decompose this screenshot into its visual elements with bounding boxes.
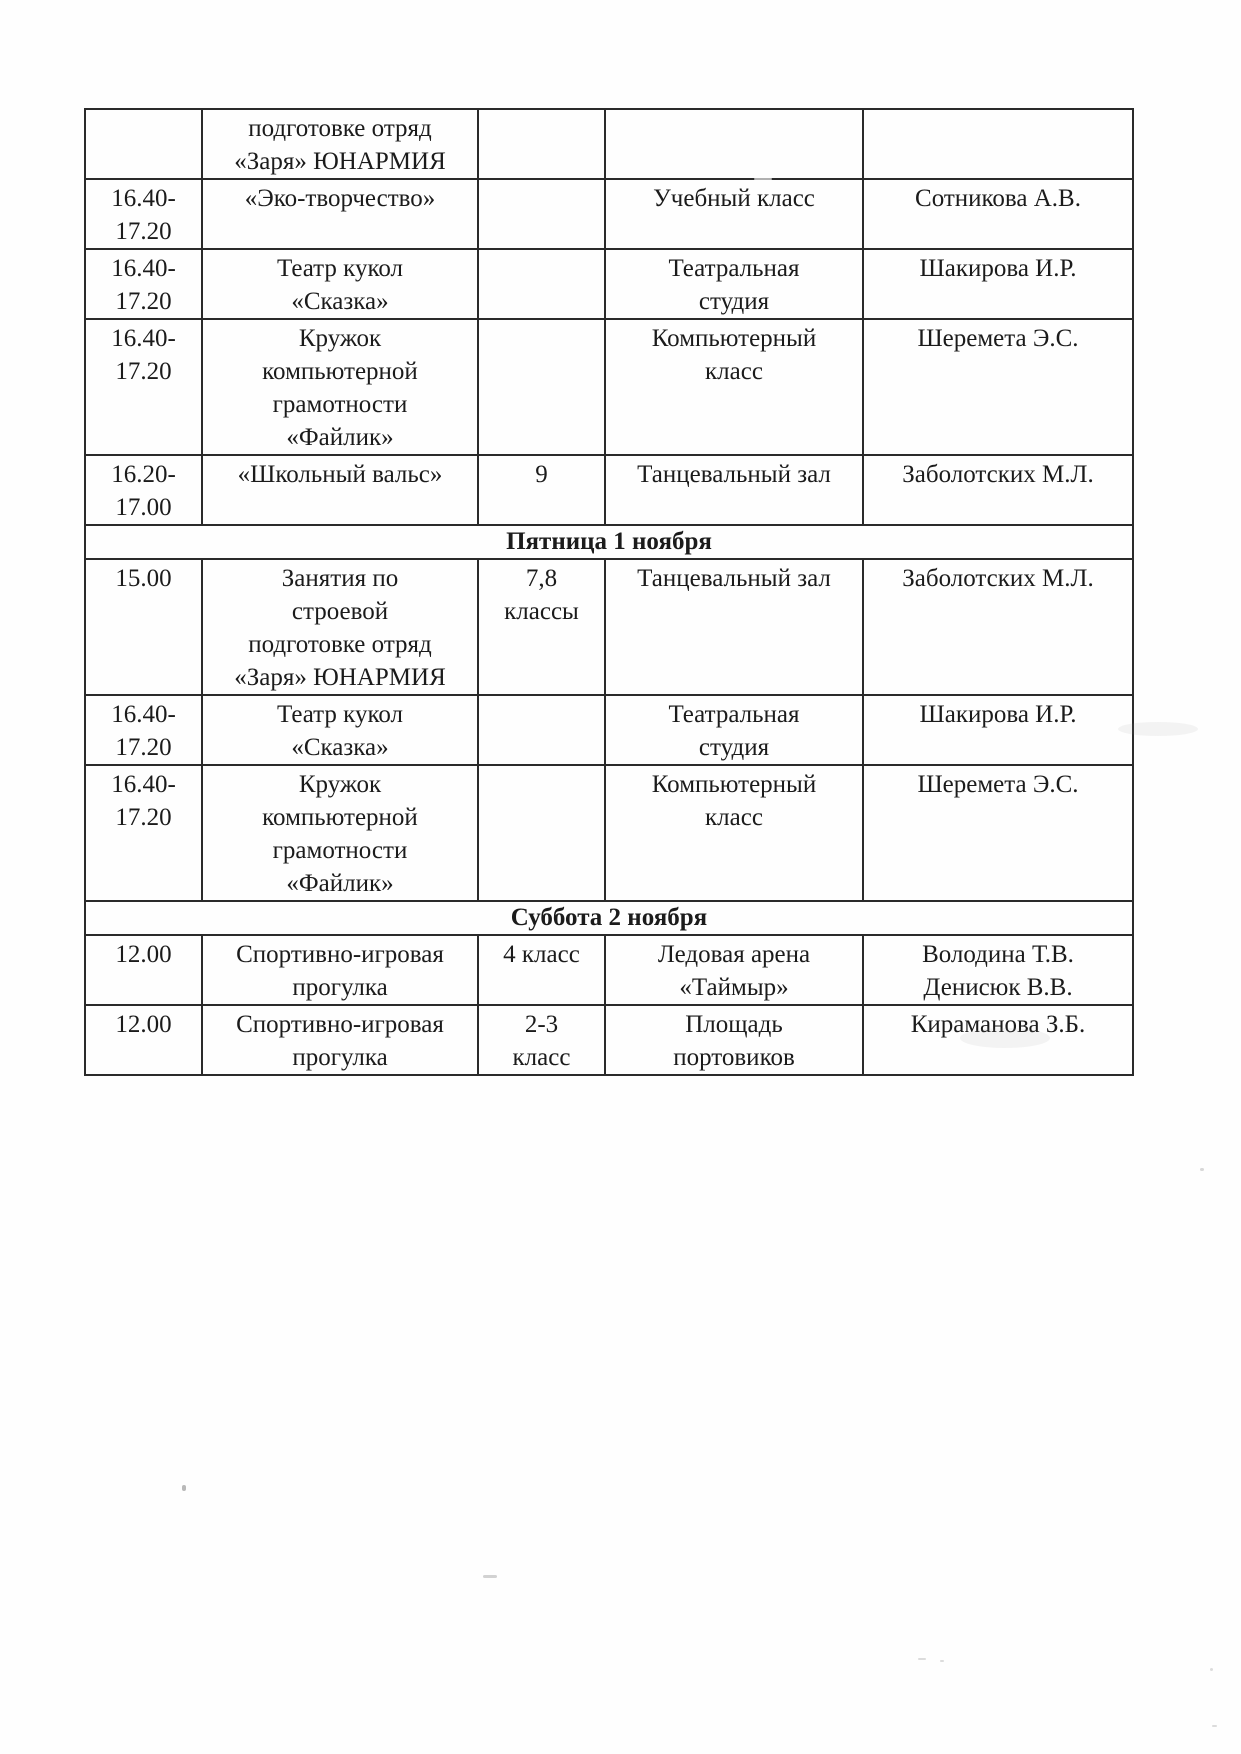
teacher-cell <box>863 455 1133 525</box>
activity-cell-line: «Заря» ЮНАРМИЯ <box>234 148 446 175</box>
scan-speck <box>1212 1725 1217 1727</box>
time-cell <box>85 109 202 179</box>
activity-cell-line: Кружок <box>298 771 382 798</box>
teacher-cell <box>863 319 1133 455</box>
time-cell <box>85 765 202 901</box>
place-cell <box>605 179 863 249</box>
grade-cell-line: класс <box>512 1044 571 1071</box>
activity-cell-line: Спортивно-игровая <box>236 941 444 968</box>
time-cell-line: 17.20 <box>115 288 172 315</box>
place-cell <box>605 249 863 319</box>
place-cell <box>605 559 863 695</box>
activity-cell-line: «Школьный вальс» <box>237 461 443 488</box>
table-row <box>85 249 1133 319</box>
activity-cell <box>202 109 478 179</box>
teacher-cell <box>863 935 1133 1005</box>
grade-cell-line: 9 <box>535 461 548 488</box>
grade-cell <box>478 559 605 695</box>
place-cell-line: Площадь <box>685 1011 783 1038</box>
place-cell-line: студия <box>698 734 770 761</box>
activity-cell-line: Спортивно-игровая <box>236 1011 444 1038</box>
place-cell <box>605 109 863 179</box>
teacher-cell <box>863 109 1133 179</box>
scan-speck <box>940 1660 944 1662</box>
grade-cell-line: 4 класс <box>503 941 580 968</box>
activity-cell-line: Театр кукол <box>277 255 403 282</box>
activity-cell-line: «Файлик» <box>286 424 394 451</box>
teacher-cell-line: Денисюк В.В. <box>923 974 1073 1001</box>
time-cell-line: 15.00 <box>115 565 172 592</box>
grade-cell <box>478 765 605 901</box>
teacher-cell <box>863 249 1133 319</box>
activity-cell-line: компьютерной <box>262 358 418 385</box>
activity-cell-line: Занятия по <box>281 565 399 592</box>
activity-cell-line: грамотности <box>272 391 408 418</box>
place-cell-line: класс <box>705 804 763 831</box>
time-cell-line: 16.40- <box>111 771 176 798</box>
teacher-cell <box>863 695 1133 765</box>
activity-cell <box>202 455 478 525</box>
place-cell-line: Театральная <box>668 255 800 282</box>
teacher-cell-line: Заболотских М.Л. <box>902 565 1094 592</box>
teacher-cell-line: Заболотских М.Л. <box>902 461 1094 488</box>
teacher-cell-line: Сотникова А.В. <box>915 185 1081 212</box>
grade-cell <box>478 455 605 525</box>
scan-speck <box>918 1658 926 1660</box>
time-cell-line: 12.00 <box>115 1011 172 1038</box>
time-cell <box>85 1005 202 1075</box>
activity-cell <box>202 695 478 765</box>
place-cell-line: портовиков <box>673 1044 795 1071</box>
activity-cell <box>202 319 478 455</box>
teacher-cell-line: Володина Т.В. <box>922 941 1074 968</box>
place-cell-line: студия <box>698 288 770 315</box>
table-row <box>85 559 1133 695</box>
activity-cell-line: «Сказка» <box>291 734 389 761</box>
activity-cell <box>202 1005 478 1075</box>
activity-cell-line: грамотности <box>272 837 408 864</box>
time-cell-line: 17.20 <box>115 218 172 245</box>
place-cell-line: Компьютерный <box>651 325 817 352</box>
time-cell-line: 16.40- <box>111 325 176 352</box>
activity-cell-line: Театр кукол <box>277 701 403 728</box>
table-row <box>85 319 1133 455</box>
teacher-cell <box>863 765 1133 901</box>
place-cell-line: Танцевальный зал <box>637 461 831 488</box>
time-cell-line: 12.00 <box>115 941 172 968</box>
time-cell <box>85 179 202 249</box>
activity-cell-line: подготовке отряд <box>248 115 432 142</box>
activity-cell <box>202 249 478 319</box>
activity-cell <box>202 559 478 695</box>
time-cell-line: 16.40- <box>111 185 176 212</box>
time-cell <box>85 559 202 695</box>
table-row <box>85 695 1133 765</box>
grade-cell <box>478 249 605 319</box>
activity-cell-line: прогулка <box>292 974 388 1001</box>
place-cell-line: «Таймыр» <box>679 974 789 1001</box>
place-cell <box>605 935 863 1005</box>
scan-speck <box>483 1575 497 1578</box>
time-cell-line: 17.00 <box>115 494 172 521</box>
time-cell <box>85 455 202 525</box>
teacher-cell-line: Шеремета Э.С. <box>917 325 1079 352</box>
grade-cell-line: 2-3 <box>524 1011 559 1038</box>
grade-cell <box>478 1005 605 1075</box>
time-cell-line: 16.40- <box>111 701 176 728</box>
activity-cell-line: прогулка <box>292 1044 388 1071</box>
scan-speck <box>754 178 772 180</box>
place-cell-line: Танцевальный зал <box>637 565 831 592</box>
day-header-row <box>85 901 1133 935</box>
activity-cell-line: «Файлик» <box>286 870 394 897</box>
place-cell <box>605 319 863 455</box>
grade-cell <box>478 109 605 179</box>
activity-cell <box>202 765 478 901</box>
teacher-cell <box>863 559 1133 695</box>
grade-cell-line: 7,8 <box>525 565 558 592</box>
schedule-table <box>84 108 1134 1076</box>
place-cell <box>605 765 863 901</box>
place-cell-line: Компьютерный <box>651 771 817 798</box>
teacher-cell-line: Шакирова И.Р. <box>919 255 1077 282</box>
schedule-body <box>85 109 1133 1075</box>
place-cell-line: класс <box>705 358 763 385</box>
day-header: Суббота 2 ноября <box>85 901 1133 935</box>
scan-speck <box>1200 1168 1204 1171</box>
table-row <box>85 935 1133 1005</box>
activity-cell <box>202 179 478 249</box>
table-row <box>85 109 1133 179</box>
grade-cell <box>478 319 605 455</box>
time-cell <box>85 249 202 319</box>
grade-cell <box>478 695 605 765</box>
time-cell-line: 17.20 <box>115 734 172 761</box>
day-header-row <box>85 525 1133 559</box>
grade-cell-line: классы <box>504 598 579 625</box>
activity-cell-line: Кружок <box>298 325 382 352</box>
table-row <box>85 179 1133 249</box>
activity-cell-line: «Эко-творчество» <box>244 185 436 212</box>
place-cell-line: Ледовая арена <box>657 941 811 968</box>
grade-cell <box>478 179 605 249</box>
activity-cell-line: компьютерной <box>262 804 418 831</box>
teacher-cell <box>863 179 1133 249</box>
grade-cell <box>478 935 605 1005</box>
time-cell <box>85 319 202 455</box>
scan-smudge <box>960 1028 1050 1048</box>
time-cell-line: 16.20- <box>111 461 176 488</box>
activity-cell-line: «Сказка» <box>291 288 389 315</box>
activity-cell-line: «Заря» ЮНАРМИЯ <box>234 664 446 691</box>
day-header: Пятница 1 ноября <box>85 525 1133 559</box>
place-cell <box>605 455 863 525</box>
teacher-cell-line: Шакирова И.Р. <box>919 701 1077 728</box>
activity-cell-line: подготовке отряд <box>248 631 432 658</box>
table-row <box>85 765 1133 901</box>
place-cell <box>605 695 863 765</box>
teacher-cell-line: Шеремета Э.С. <box>917 771 1079 798</box>
scan-smudge <box>1118 722 1198 736</box>
teacher-cell-line: Кираманова З.Б. <box>910 1011 1086 1038</box>
place-cell-line: Театральная <box>668 701 800 728</box>
time-cell <box>85 935 202 1005</box>
scan-speck <box>182 1485 186 1491</box>
table-row <box>85 455 1133 525</box>
activity-cell <box>202 935 478 1005</box>
time-cell <box>85 695 202 765</box>
time-cell-line: 16.40- <box>111 255 176 282</box>
activity-cell-line: строевой <box>291 598 389 625</box>
scan-speck <box>1210 1668 1213 1671</box>
time-cell-line: 17.20 <box>115 804 172 831</box>
time-cell-line: 17.20 <box>115 358 172 385</box>
place-cell-line: Учебный класс <box>653 185 815 212</box>
place-cell <box>605 1005 863 1075</box>
